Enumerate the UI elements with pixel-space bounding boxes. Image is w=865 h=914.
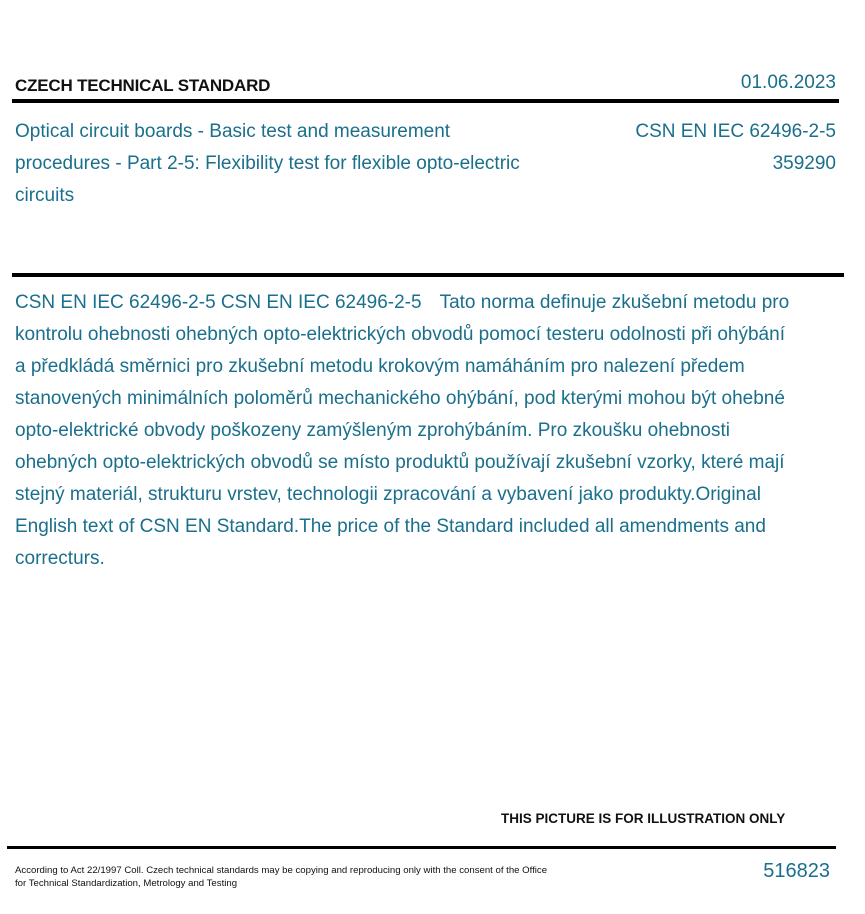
legal-notice-line-1: According to Act 22/1997 Coll. Czech technical standards may be copying and reproducing only with the consent of the Office (15, 865, 548, 876)
legal-notice (15, 864, 595, 890)
description-text: Tato norma definuje zkušební metodu pro kontrolu ohebnosti ohebných opto-elektrických obvodů pomocí testeru odolnosti při ohýbání a předkládá směrnici pro zkušební metodu krokovým namáháním pro nalezení předem stanovených minimálních poloměrů mechanického ohýbání, pod kterými mohou být ohebné opto-elektrické obvody poškozeny zamýšleným zprohýbáním. Pro zkoušku ohebnosti ohebných opto-elektrických obvodů se místo produktů používají zkušební vzorky, které mají stejný materiál, strukturu vrstev, technologii zpracování a vybavení jako produkty.Original English text of CSN EN Standard.The price of the Standard included all amendments and correcturs. (15, 292, 790, 569)
legal-notice-line-2: for Technical Standardization, Metrology and Testing (15, 878, 238, 889)
class-number: 359290 (772, 153, 836, 174)
description-codes: CSN EN IEC 62496-2-5 CSN EN IEC 62496-2-5 (15, 292, 422, 313)
illustration-notice: THIS PICTURE IS FOR ILLUSTRATION ONLY (501, 811, 786, 826)
bottom-divider (7, 846, 836, 849)
document-number: 516823 (763, 860, 830, 882)
standard-description (15, 287, 790, 575)
middle-divider (12, 273, 844, 277)
standard-code: CSN EN IEC 62496-2-5 (635, 121, 836, 142)
publication-date: 01.06.2023 (740, 72, 836, 93)
standard-title: Optical circuit boards - Basic test and measurement procedures - Part 2-5: Flexibility test for flexible opto-electric circuits (15, 121, 520, 206)
top-divider (12, 99, 839, 103)
standard-codes (635, 116, 836, 180)
document-type-heading: CZECH TECHNICAL STANDARD (15, 76, 271, 95)
